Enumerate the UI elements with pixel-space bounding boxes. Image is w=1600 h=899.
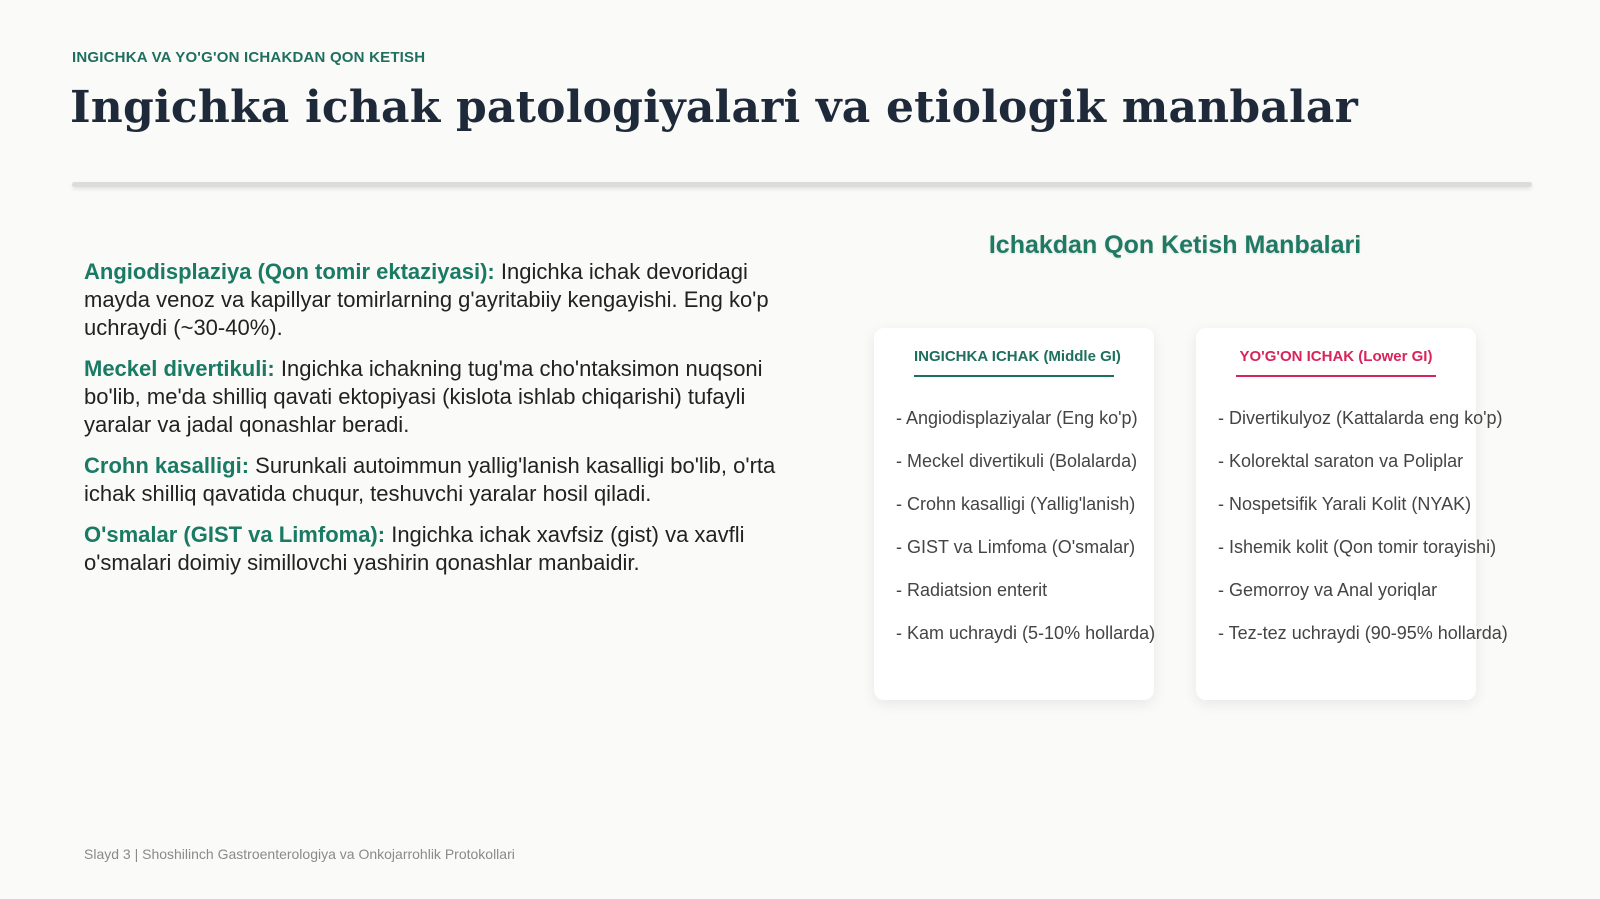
pathology-description: Ingichka ichak xavfsiz (gist) va xavfli o'smalari doimiy simillovchi yashirin qonashlar manbaidir. — [84, 522, 745, 575]
list-item: - GIST va Limfoma (O'smalar) — [896, 537, 1136, 557]
list-item: - Tez-tez uchraydi (90-95% hollarda) — [1218, 623, 1508, 643]
lower-gi-header: YO'G'ON ICHAK (Lower GI) — [1236, 348, 1436, 377]
list-item: - Crohn kasalligi (Yallig'lanish) — [896, 494, 1136, 514]
pathology-tumors — [84, 521, 784, 577]
list-item: - Radiatsion enterit — [896, 580, 1048, 600]
slide-footer: Slayd 3 | Shoshilinch Gastroenterologiya va Onkojarrohlik Protokollari — [84, 846, 515, 862]
list-item: - Divertikulyoz (Kattalarda eng ko'p) — [1218, 408, 1503, 428]
middle-gi-card — [874, 328, 1154, 700]
slide-title: Ingichka ichak patologiyalari va etiologik manbalar — [70, 82, 1359, 133]
pathology-term: Crohn kasalligi: — [84, 453, 250, 478]
pathology-crohn — [84, 452, 784, 508]
list-item: - Kam uchraydi (5-10% hollarda) — [896, 623, 1156, 643]
pathology-description: Ingichka ichakning tug'ma cho'ntaksimon nuqsoni bo'lib, me'da shilliq qavati ektopiyasi (kislota ishlab chiqarishi) tufayli yaralar va jadal qonashlar beradi. — [84, 356, 763, 437]
pathology-angiodysplasia — [84, 258, 784, 342]
pathology-description: Ingichka ichak devoridagi mayda venoz va kapillyar tomirlarning g'ayritabiiy kengayishi. Eng ko'p uchraydi (~30-40%). — [84, 259, 769, 340]
list-item: - Nospetsifik Yarali Kolit (NYAK) — [1218, 494, 1472, 514]
pathology-list — [84, 258, 784, 590]
pathology-term: O'smalar (GIST va Limfoma): — [84, 522, 386, 547]
middle-gi-header: INGICHKA ICHAK (Middle GI) — [914, 348, 1114, 377]
lower-gi-card — [1196, 328, 1508, 700]
pathology-term: Meckel divertikuli: — [84, 356, 275, 381]
pathology-description: Surunkali autoimmun yallig'lanish kasalligi bo'lib, o'rta ichak shilliq qavatida chuqur, teshuvchi yaralar hosil qiladi. — [84, 453, 776, 506]
lower-gi-list — [1196, 403, 1508, 661]
list-item: - Angiodisplaziyalar (Eng ko'p) — [896, 408, 1138, 428]
list-item: - Ishemik kolit (Qon tomir torayishi) — [1218, 537, 1497, 557]
title-divider — [72, 182, 1532, 187]
list-item: - Gemorroy va Anal yoriqlar — [1218, 580, 1438, 600]
pathology-meckel — [84, 355, 784, 439]
pathology-term: Angiodisplaziya (Qon tomir ektaziyasi): — [84, 259, 495, 284]
list-item: - Kolorektal saraton va Poliplar — [1218, 451, 1464, 471]
list-item: - Meckel divertikuli (Bolalarda) — [896, 451, 1138, 471]
diagram-title: Ichakdan Qon Ketish Manbalari — [988, 231, 1362, 259]
middle-gi-list — [874, 403, 1154, 661]
slide-eyebrow: INGICHKA VA YO'G'ON ICHAKDAN QON KETISH — [72, 49, 426, 66]
